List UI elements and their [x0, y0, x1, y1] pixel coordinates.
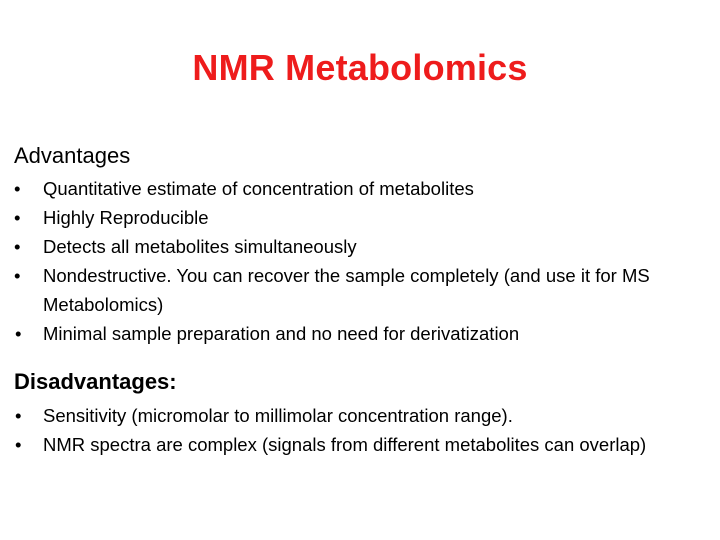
list-item-text: Highly Reproducible: [43, 207, 209, 228]
list-item-text: Nondestructive. You can recover the sample completely (and use it for MS Metabolomics): [43, 265, 650, 315]
advantages-list: [0, 174, 693, 348]
disadvantages-list: [0, 402, 693, 459]
bullet-icon: •: [14, 178, 21, 199]
list-item: [0, 402, 693, 431]
list-item-text: Sensitivity (micromolar to millimolar concentration range).: [43, 405, 513, 426]
bullet-icon: •: [15, 323, 22, 344]
list-item-text: NMR spectra are complex (signals from different metabolites can overlap): [43, 433, 647, 455]
list-item: [0, 203, 693, 232]
bullet-icon: •: [14, 265, 21, 286]
list-item: [0, 319, 693, 348]
slide-title: NMR Metabolomics: [192, 47, 528, 88]
list-item-text: Quantitative estimate of concentration of metabolites: [43, 178, 474, 199]
bullet-icon: •: [14, 236, 21, 257]
bullet-icon: •: [15, 405, 22, 426]
list-item: [0, 261, 693, 319]
bullet-icon: •: [14, 207, 21, 228]
list-item: [0, 431, 693, 460]
list-item: [0, 232, 693, 261]
list-item-text: Detects all metabolites simultaneously: [43, 236, 357, 257]
advantages-heading: Advantages: [14, 143, 131, 168]
disadvantages-heading: Disadvantages:: [14, 369, 177, 394]
list-item-text: Minimal sample preparation and no need for derivatization: [43, 323, 520, 344]
list-item: [0, 174, 693, 203]
bullet-icon: •: [15, 433, 22, 455]
